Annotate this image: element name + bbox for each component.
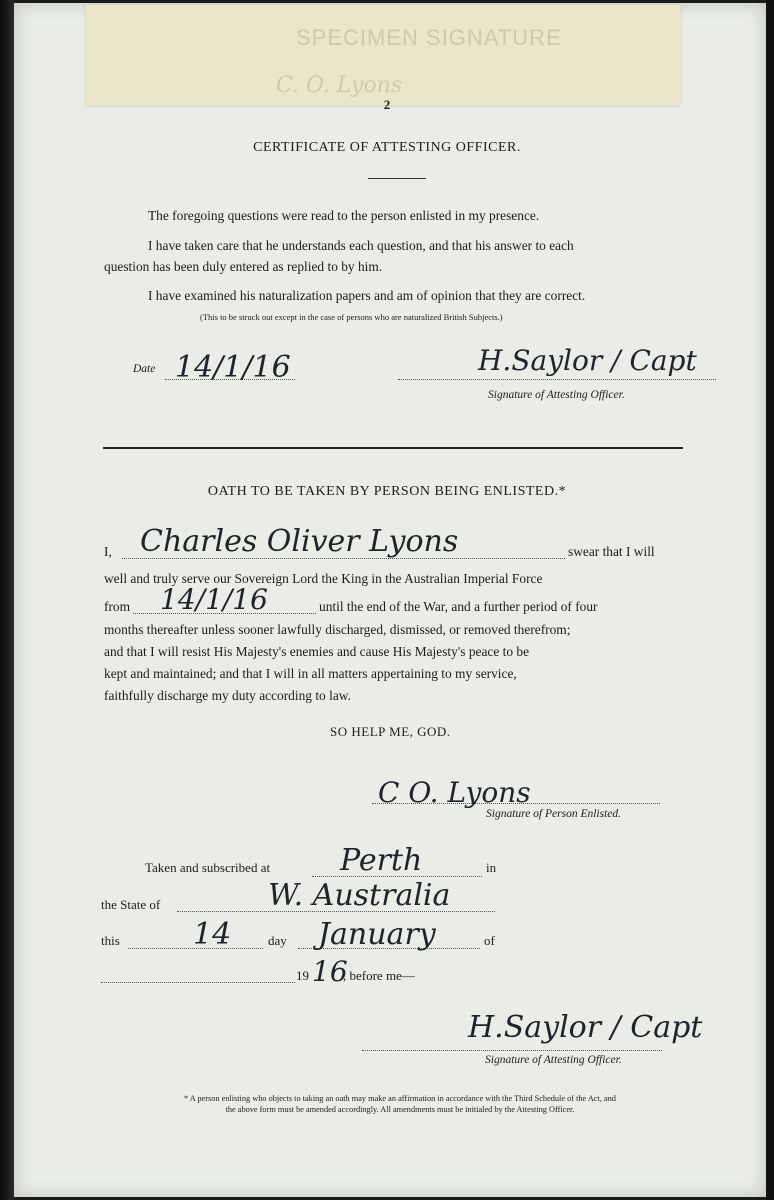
of-label: of (484, 933, 495, 948)
tape-text: SPECIMEN SIGNATURE (296, 25, 562, 50)
officer-signature-2: H.Saylor / Capt (468, 1010, 703, 1045)
scan-edge-right (766, 0, 774, 1200)
officer-signature-caption-2: Signature of Attesting Officer. (485, 1054, 622, 1066)
day-label: day (268, 933, 287, 948)
oath-i-label: I, (104, 544, 112, 559)
person-signature-handwritten: C O. Lyons (378, 776, 531, 809)
scan-edge-left (0, 0, 14, 1200)
certificate-para-2-line-1: I have taken care that he understands each question, and that his answer to each (148, 238, 574, 253)
enlistee-name-handwritten: Charles Oliver Lyons (140, 524, 459, 559)
from-date-handwritten: 14/1/16 (160, 583, 268, 616)
oath-line-6: kept and maintained; and that I will in all matters appertaining to my service, (104, 666, 517, 681)
footnote-line-2: the above form must be amended accordingly. All amendments must be initialed by the Attesting Officer. (225, 1105, 575, 1114)
certificate-para-1: The foregoing questions were read to the person enlisted in my presence. (148, 208, 540, 223)
day-handwritten: 14 (193, 917, 232, 952)
this-label: this (101, 933, 120, 948)
in-label: in (486, 860, 497, 875)
oath-line-1-tail: swear that I will (568, 544, 655, 559)
page-number: 2 (383, 97, 391, 112)
date-label: Date (133, 363, 156, 375)
oath-line-5: and that I will resist His Majesty's enemies and cause His Majesty's peace to be (104, 644, 530, 659)
month-handwritten: January (318, 917, 436, 952)
certificate-title: CERTIFICATE OF ATTESTING OFFICER. (253, 140, 521, 155)
state-handwritten: W. Australia (268, 878, 451, 913)
place-handwritten: Perth (340, 843, 423, 878)
state-label: the State of (101, 897, 161, 912)
year-handwritten: 16 (312, 955, 348, 988)
date-handwritten: 14/1/16 (175, 350, 291, 385)
certificate-para-2-line-2: question has been duly entered as replied to by him. (104, 259, 383, 274)
oath-line-3-tail: until the end of the War, and a further period of four (319, 599, 598, 614)
naturalization-note: (This to be struck out except in the case of persons who are naturalized British Subjects.) (200, 312, 503, 322)
person-signature-caption: Signature of Person Enlisted. (486, 808, 622, 820)
oath-line-4: months thereafter unless sooner lawfully discharged, dismissed, or removed therefrom; (104, 622, 571, 637)
year-prefix: 19 (296, 968, 309, 983)
officer-signature-line-2 (362, 1050, 662, 1051)
subscribed-at-label: Taken and subscribed at (145, 860, 271, 875)
year-leading-line (101, 982, 295, 983)
from-label: from (104, 599, 131, 614)
officer-signature-line (398, 379, 716, 380)
specimen-signature-tape (86, 5, 680, 105)
officer-signature-caption-1: Signature of Attesting Officer. (488, 389, 625, 401)
title-divider (368, 178, 426, 179)
oath-line-7: faithfully discharge my duty according to law. (104, 688, 351, 703)
section-divider (103, 447, 683, 449)
before-me-label: , before me— (343, 968, 415, 983)
oath-line-2: well and truly serve our Sovereign Lord the King in the Australian Imperial Force (104, 571, 543, 586)
tape-signature: C. O. Lyons (276, 73, 403, 98)
oath-closing: SO HELP ME, GOD. (330, 724, 451, 739)
footnote-line-1: * A person enlisting who objects to taking an oath may make an affirmation in accordance with the Third Schedule of the Act, and (184, 1094, 616, 1103)
officer-signature-1: H.Saylor / Capt (478, 344, 697, 377)
oath-title: OATH TO BE TAKEN BY PERSON BEING ENLISTED.* (207, 484, 567, 499)
certificate-para-3: I have examined his naturalization papers and am of opinion that they are correct. (148, 288, 586, 303)
